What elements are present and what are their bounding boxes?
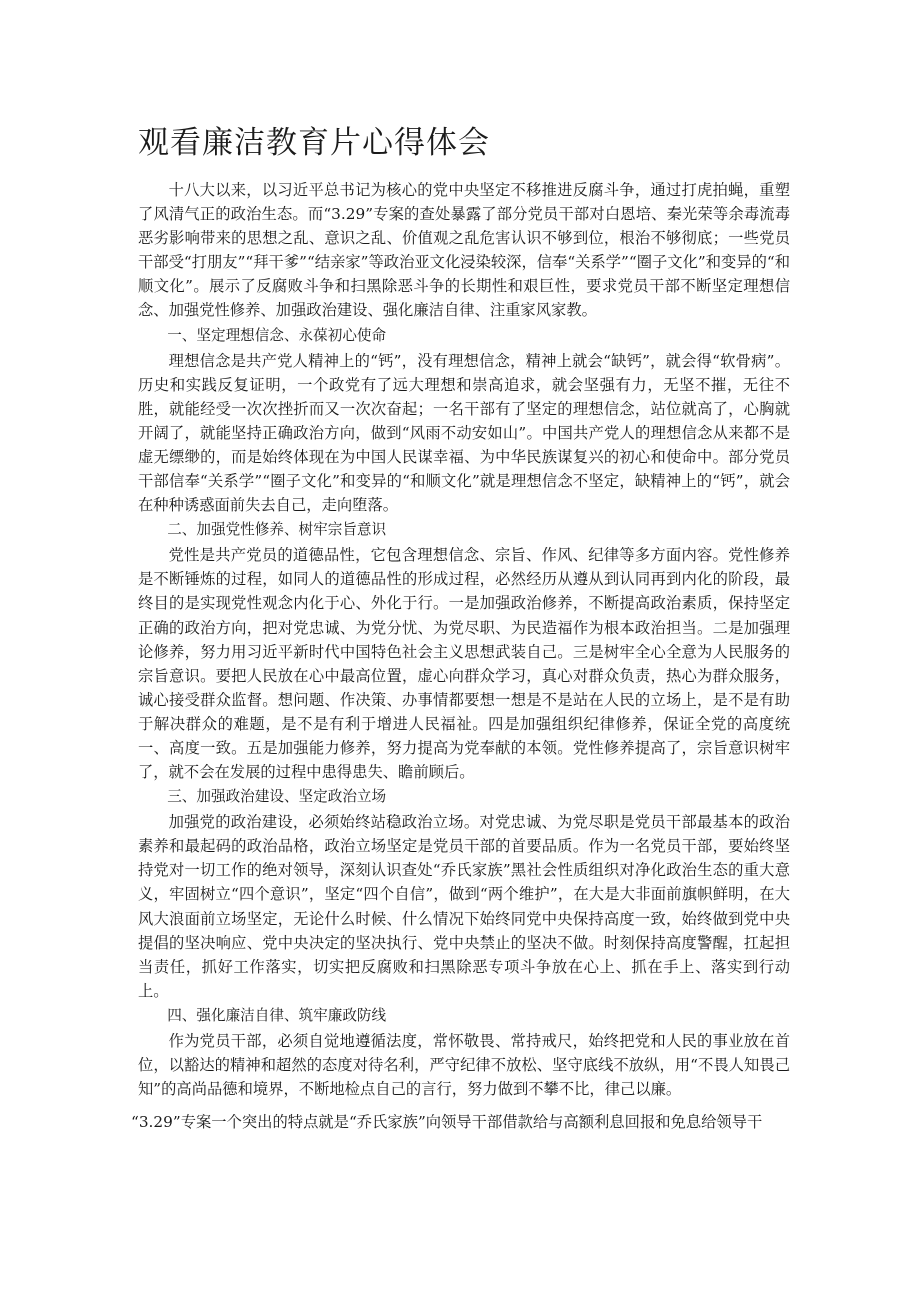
section-heading-2: 二、加强党性修养、树牢宗旨意识 — [167, 521, 387, 539]
section-body-4: 作为党员干部，必须自觉地遵循法度，常怀敬畏、常持戒尺，始终把党和人民的事业放在首位，以豁达的精神和超然的态度对待名利，严守纪律不放松、坚守底线不放纵，用“不畏人知畏己知”的高尚品德和境界，不断地检点自己的言行，努力做到不攀不比，律己以廉。 — [138, 1031, 790, 1099]
intro-paragraph: 十八大以来，以习近平总书记为核心的党中央坚定不移推进反腐斗争，通过打虎拍蝇，重塑了风清气正的政治生态。而“3.29”专案的查处暴露了部分党员干部对白恩培、秦光荣等余毒流毒恶劣影响带来的思想之乱、意识之乱、价值观之乱危害认识不够到位，根治不够彻底；一些党员干部受“打朋友”“拜干爹”“结亲家”等政治亚文化浸染较深，信奉“关系学”“圈子文化”和变异的“和顺文化”。展示了反腐败斗争和扫黑除恶斗争的长期性和艰巨性，要求党员干部不断坚定理想信念、加强党性修养、加强政治建设、强化廉洁自律、注重家风家教。 — [138, 181, 791, 320]
trailing-line: “3.29”专案一个突出的特点就是“乔氏家族”向领导干部借款给与高额利息回报和免息给领导干 — [131, 1113, 763, 1131]
section-body-1: 理想信念是共产党人精神上的“钙”，没有理想信念，精神上就会“缺钙”，就会得“软骨病”。历史和实践反复证明，一个政党有了远大理想和崇高追求，就会坚强有力，无坚不摧，无往不胜，就能经受一次次挫折而又一次次奋起；一名干部有了坚定的理想信念，站位就高了，心胸就开阔了，就能坚持正确政治方向，做到“风雨不动安如山”。中国共产党人的理想信念从来都不是虚无缥缈的，而是始终体现在为中国人民谋幸福、为中华民族谋复兴的初心和使命中。部分党员干部信奉“关系学”“圈子文化”和变异的“和顺文化”就是理想信念不坚定，缺精神上的“钙”，就会在种种诱惑面前失去自己，走向堕落。 — [138, 351, 790, 515]
section-heading-3: 三、加强政治建设、坚定政治立场 — [167, 788, 387, 806]
section-heading-1: 一、坚定理想信念、永葆初心使命 — [167, 326, 387, 344]
section-body-3: 加强党的政治建设，必须始终站稳政治立场。对党忠诚、为党尽职是党员干部最基本的政治素养和最起码的政治品格，政治立场坚定是党员干部的首要品质。作为一名党员干部，要始终坚持党对一切工作的绝对领导，深刻认识查处“乔氏家族”黑社会性质组织对净化政治生态的重大意义，牢固树立“四个意识”，坚定“四个自信”，做到“两个维护”，在大是大非面前旗帜鲜明，在大风大浪面前立场坚定，无论什么时候、什么情况下始终同党中央保持高度一致，始终做到党中央提倡的坚决响应、党中央决定的坚决执行、党中央禁止的坚决不做。时刻保持高度警醒，扛起担当责任，抓好工作落实，切实把反腐败和扫黑除恶专项斗争放在心上、抓在手上、落实到行动上。 — [138, 813, 790, 1000]
section-heading-4: 四、强化廉洁自律、筑牢廉政防线 — [167, 1006, 387, 1024]
document-body — [138, 178, 790, 1101]
section-body-2: 党性是共产党员的道德品性，它包含理想信念、宗旨、作风、纪律等多方面内容。党性修养是不断锤炼的过程，如同人的道德品性的形成过程，必然经历从遵从到认同再到内化的阶段，最终目的是实现党性观念内化于心、外化于行。一是加强政治修养，不断提高政治素质，保持坚定正确的政治方向，把对党忠诚、为党分忧、为党尽职、为民造福作为根本政治担当。二是加强理论修养，努力用习近平新时代中国特色社会主义思想武装自己。三是树牢全心全意为人民服务的宗旨意识。要把人民放在心中最高位置，虚心向群众学习，真心对群众负责，热心为群众服务，诚心接受群众监督。想问题、作决策、办事情都要想一想是不是站在人民的立场上，是不是有助于解决群众的难题，是不是有利于增进人民福祉。四是加强组织纪律修养，保证全党的高度统一、高度一致。五是加强能力修养，努力提高为党奉献的本领。党性修养提高了，宗旨意识树牢了，就不会在发展的过程中患得患失、瞻前顾后。 — [138, 546, 790, 782]
document-title: 观看廉洁教育片心得体会 — [138, 125, 490, 161]
